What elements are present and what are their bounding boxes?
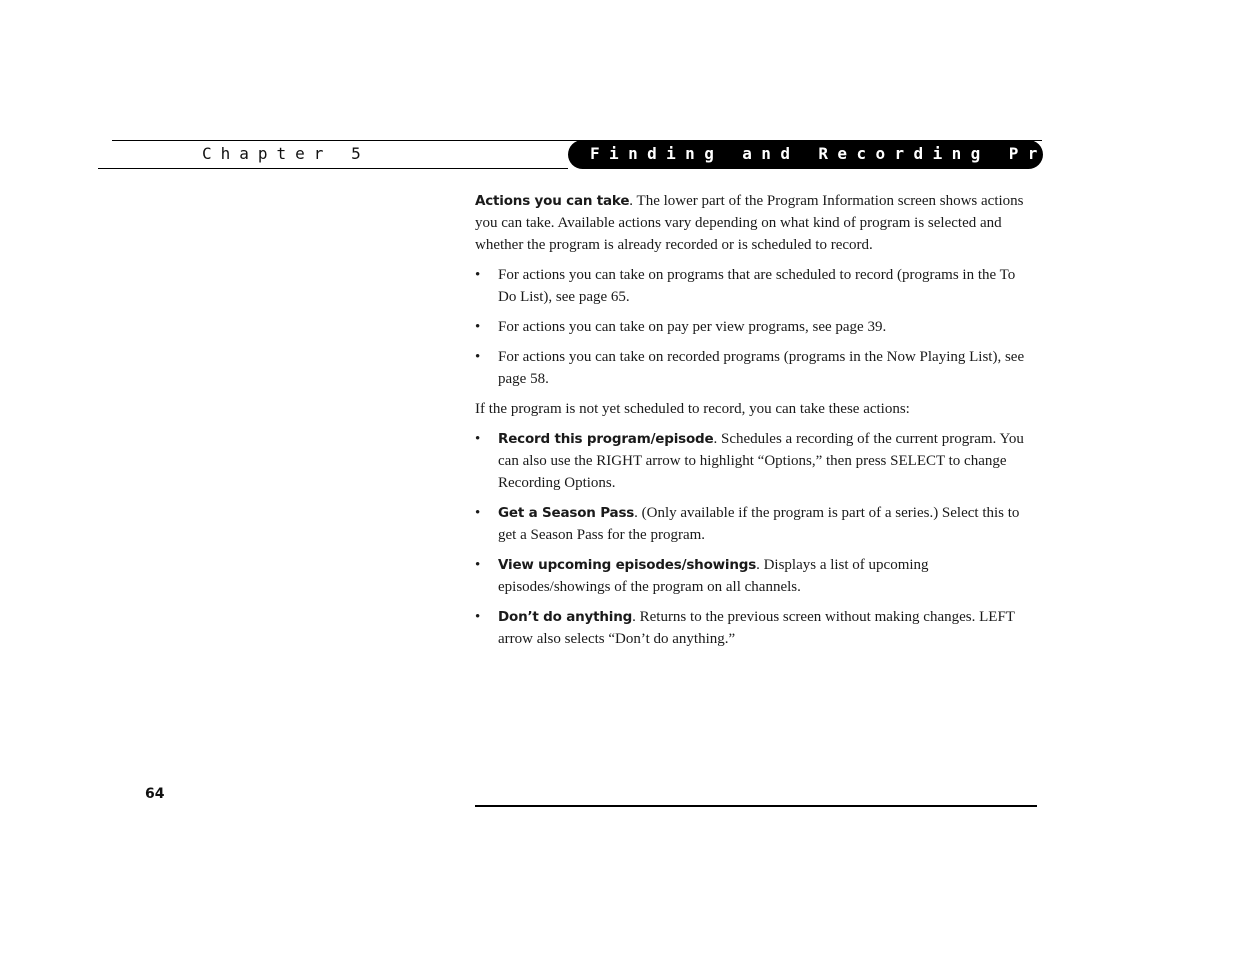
ref-text: For actions you can take on recorded programs (programs in the Now Playing List), see page 58.	[498, 349, 1025, 387]
bullet: •	[475, 557, 481, 573]
bullet: •	[475, 267, 481, 283]
action-text: . (Only available if the program is part of a series.) Select this to get a Season Pass for the program.	[498, 505, 1020, 543]
action-text: . Returns to the previous screen without making changes. LEFT arrow also selects “Don’t do anything.”	[498, 609, 1015, 647]
section-title-bar	[568, 140, 1161, 169]
main-content	[475, 190, 1037, 658]
action-lead: Don’t do anything	[498, 609, 633, 625]
footer-rule	[475, 805, 1037, 807]
intro-lead: Actions you can take	[475, 193, 630, 209]
list-item	[475, 606, 1037, 650]
action-lead: Record this program/episode	[498, 431, 714, 447]
chapter-label: Chapter 5	[202, 144, 370, 163]
ref-text: For actions you can take on programs that are scheduled to record (programs in the To Do List), see page 65.	[498, 267, 1016, 305]
bullet: •	[475, 319, 481, 335]
ref-text: For actions you can take on pay per view programs, see page 39.	[498, 319, 887, 335]
action-lead: View upcoming episodes/showings	[498, 557, 757, 573]
list-item	[475, 316, 1037, 338]
bullet: •	[475, 349, 481, 365]
list-item	[475, 264, 1037, 308]
page-number: 64	[145, 786, 165, 802]
list-item	[475, 428, 1037, 494]
list-item	[475, 554, 1037, 598]
reference-list	[475, 264, 1037, 390]
bullet: •	[475, 505, 481, 521]
list-item	[475, 346, 1037, 390]
action-text: . Schedules a recording of the current program. You can also use the RIGHT arrow to highlight “Options,” then press SELECT to change Recording Options.	[498, 431, 1024, 491]
header-bottom-rule	[98, 168, 568, 169]
list-item	[475, 502, 1037, 546]
intro-text: . The lower part of the Program Information screen shows actions you can take. Available actions vary depending on what kind of program is selected and whether the program is already recorded or is scheduled to record.	[475, 193, 1024, 253]
action-text: . Displays a list of upcoming episodes/showings of the program on all channels.	[498, 557, 929, 595]
action-list	[475, 428, 1037, 650]
not-scheduled-paragraph: If the program is not yet scheduled to record, you can take these actions:	[475, 401, 910, 417]
section-title: Finding and Recording Programs	[590, 144, 1161, 163]
action-lead: Get a Season Pass	[498, 505, 635, 521]
intro-paragraph	[475, 190, 1037, 256]
bullet: •	[475, 431, 481, 447]
bullet: •	[475, 609, 481, 625]
